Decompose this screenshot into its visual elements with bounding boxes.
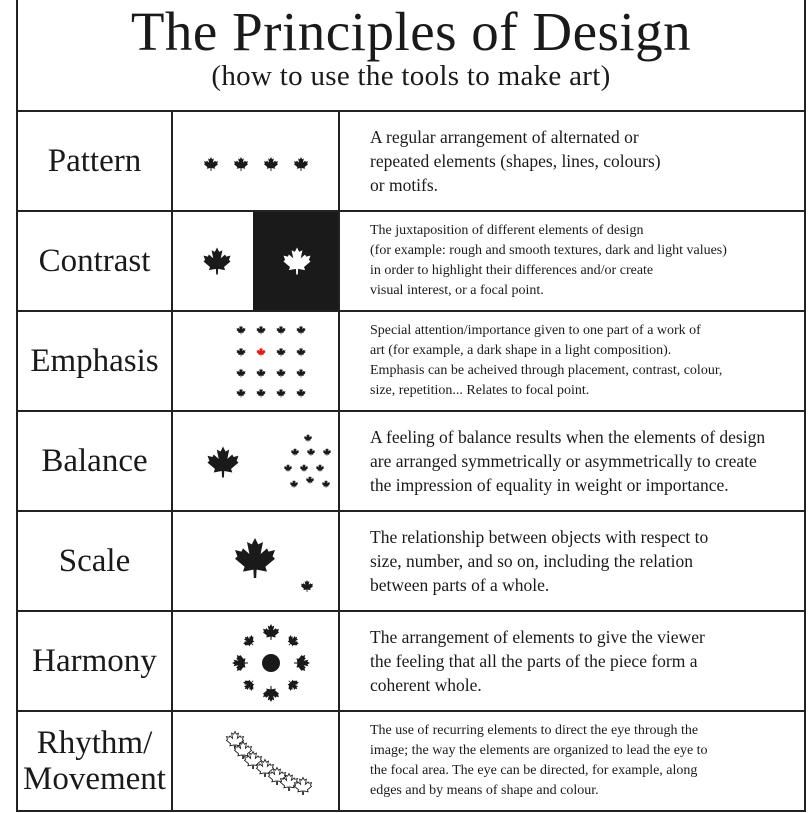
principle-name: Balance — [41, 443, 148, 479]
page-subtitle: (how to use the tools to make art) — [211, 60, 611, 92]
black-white-maple-leaf-icon — [173, 212, 338, 310]
principle-name: Emphasis — [30, 343, 159, 379]
principle-row-scale — [16, 510, 806, 610]
principle-description: The arrangement of elements to give the viewer the feeling that all the parts of the piece form a coherent whole. — [370, 627, 705, 695]
principle-description: The juxtaposition of different elements of design (for example: rough and smooth textures, dark and light values) in order to highlight their differences and/or create visual interest, or a focal point. — [370, 223, 727, 298]
principle-description: The relationship between objects with respect to size, number, and so on, including the relation between parts of a whole. — [370, 527, 709, 595]
principle-description: The use of recurring elements to direct the eye through the image; the way the elements are organized to lead the eye to the focal area. The eye can be directed, for example, along edges and by means of shape and colour. — [370, 723, 708, 798]
maple-leaf-row-icon — [173, 112, 338, 210]
principle-name: Pattern — [47, 143, 142, 179]
principle-name: Scale — [58, 543, 131, 579]
principle-description: A feeling of balance results when the elements of design are arranged symmetrically or asymmetrically to create the impression of equality in weight or importance. — [370, 427, 766, 495]
principle-name: Harmony — [32, 643, 157, 679]
principle-name: Contrast — [38, 243, 151, 279]
principle-description: A regular arrangement of alternated or repeated elements (shapes, lines, colours) or motifs. — [370, 127, 661, 195]
balanced-leaves-icon — [173, 412, 338, 510]
principle-row-rhythm-movement — [16, 710, 806, 812]
principle-row-balance — [16, 410, 806, 510]
page-title: The Principles of Design — [130, 1, 692, 62]
radial-leaves-icon — [173, 612, 338, 710]
outlined-leaf-sequence-icon — [173, 712, 338, 810]
principle-row-pattern — [16, 110, 806, 210]
large-small-leaf-icon — [173, 512, 338, 610]
principle-row-contrast — [16, 210, 806, 310]
principle-row-harmony — [16, 610, 806, 710]
red-leaf-in-grid-icon — [173, 312, 338, 410]
principle-name: Rhythm/ Movement — [23, 725, 166, 797]
header — [16, 0, 806, 110]
principle-description: Special attention/importance given to one part of a work of art (for example, a dark shape in a light composition). Emphasis can be acheived through placement, contrast, colour, size, repetition... Relates to focal point. — [370, 323, 723, 398]
principle-row-emphasis — [16, 310, 806, 410]
